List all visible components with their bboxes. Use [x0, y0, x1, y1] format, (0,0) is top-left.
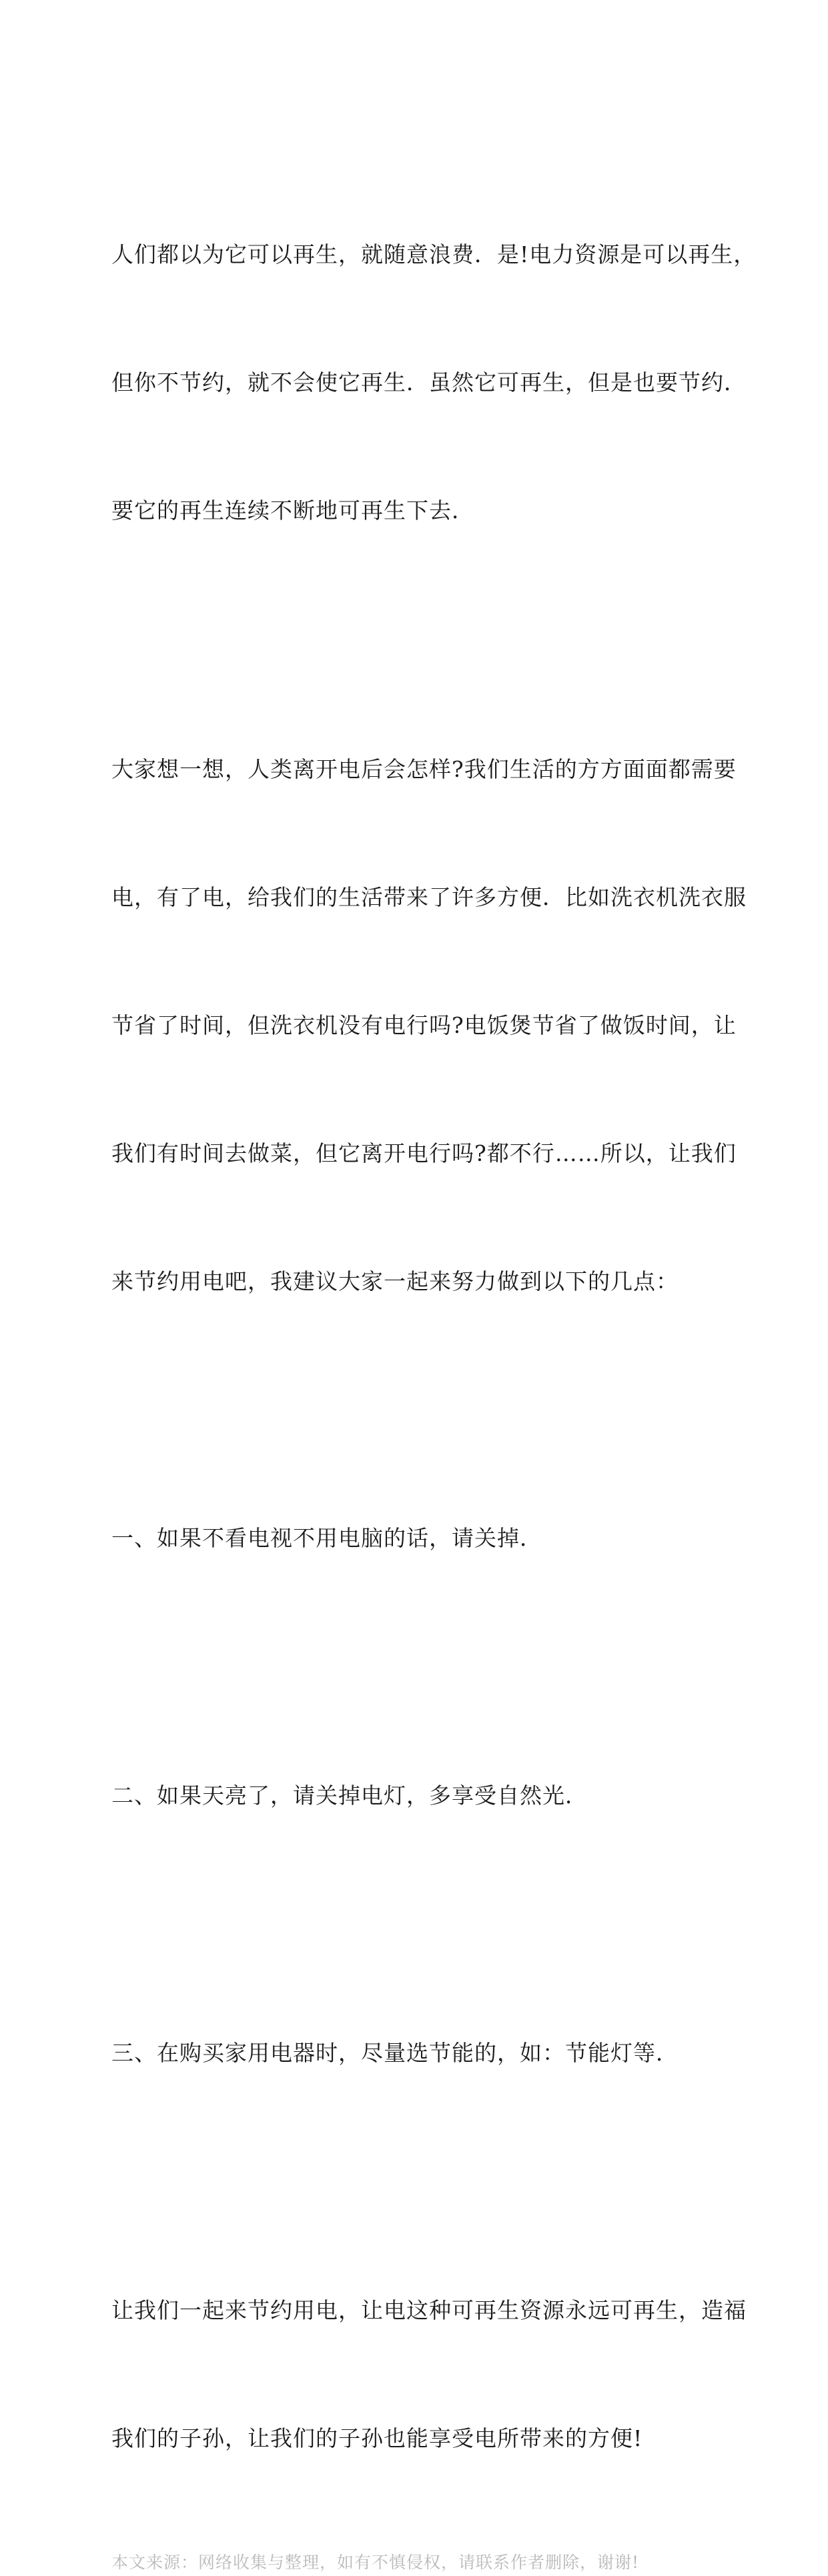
suggestion-text: 二、如果天亮了，请关掉电灯，多享受自然光． [111, 1782, 588, 1808]
paragraph-renewable-electricity [111, 148, 757, 617]
paragraph-closing-appeal [111, 2204, 747, 2545]
paragraph-line: 大家想一想，人类离开电后会怎样?我们生活的方方面面都需要 [111, 756, 737, 782]
suggestion-text: 一、如果不看电视不用电脑的话，请关掉． [111, 1525, 542, 1551]
suggestion-item-3 [111, 1947, 729, 2160]
paragraph-line: 人们都以为它可以再生，就随意浪费．是!电力资源是可以再生， [111, 241, 757, 267]
paragraph-line: 电，有了电，给我们的生活带来了许多方便．比如洗衣机洗衣服 [111, 884, 747, 910]
document-body [111, 148, 757, 2576]
paragraph-line: 节省了时间，但洗衣机没有电行吗?电饭煲节省了做饭时间，让 [111, 1012, 737, 1038]
paragraph-life-without-electricity [111, 663, 747, 1388]
paragraph-line: 但你不节约，就不会使它再生．虽然它可再生，但是也要节约． [111, 369, 747, 395]
suggestion-item-2 [111, 1689, 729, 1902]
paragraph-line: 我们有时间去做菜，但它离开电行吗?都不行……所以，让我们 [111, 1140, 737, 1166]
source-note: 本文来源：网络收集与整理，如有不慎侵权，请联系作者删除，谢谢! [111, 2553, 640, 2572]
suggestion-item-1 [111, 1432, 729, 1645]
paragraph-line: 让我们一起来节约用电，让电这种可再生资源永远可再生，造福 [111, 2297, 747, 2323]
paragraph-line: 要它的再生连续不断地可再生下去． [111, 497, 474, 523]
paragraph-line: 我们的子孙，让我们的子孙也能享受电所带来的方便! [111, 2425, 643, 2451]
paragraph-line: 来节约用电吧，我建议大家一起来努力做到以下的几点： [111, 1268, 679, 1294]
suggestion-text: 三、在购买家用电器时，尽量选节能的，如：节能灯等． [111, 2040, 679, 2066]
